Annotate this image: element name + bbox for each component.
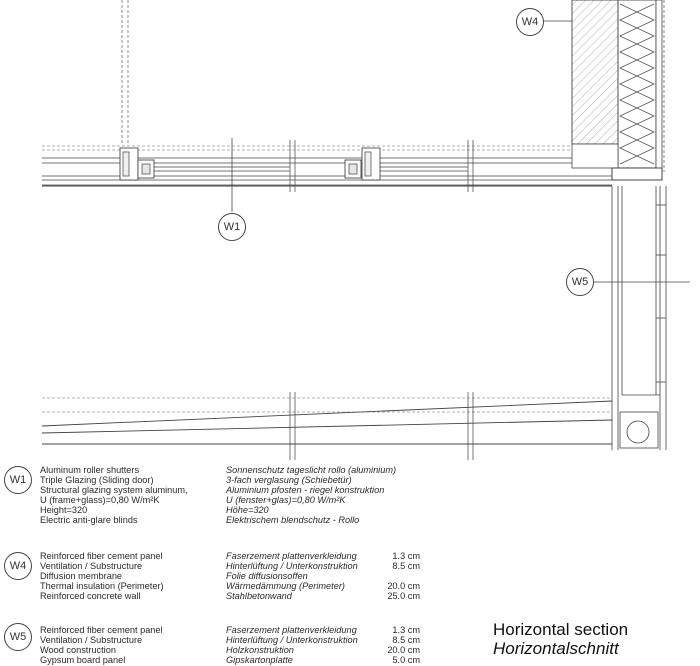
legend-w4-en-4: Reinforced concrete wall (40, 591, 141, 601)
legend-tag-w5: W5 (4, 623, 32, 651)
legend-w5-value-2: 20.0 cm (387, 645, 420, 655)
legend-w5-en-1: Ventilation / Substructure (40, 635, 143, 645)
legend-w4-de-0: Faserzement plattenverkleidung (226, 551, 357, 561)
legend-w1-en-3: U (frame+glass)=0,80 W/m²K (40, 495, 160, 505)
legend-w1-en-1: Triple Glazing (Sliding door) (40, 475, 154, 485)
legend-tag-w4: W4 (4, 552, 32, 580)
legend-w4-value-3: 20.0 cm (387, 581, 420, 591)
legend-w5-de-2: Holzkonstruktion (226, 645, 294, 655)
floor-slab (42, 186, 612, 444)
legend-w1-de-1: 3-fach verglasung (Schiebetür) (226, 475, 352, 485)
glazing-system (42, 148, 612, 185)
legend-w5-en-3: Gypsum board panel (40, 655, 126, 665)
legend-w5-en-2: Wood construction (40, 645, 116, 655)
drawing-title: Horizontal section (493, 620, 629, 639)
legend-w4-value-0: 1.3 cm (392, 551, 420, 561)
legend-w4-en-1: Ventilation / Substructure (40, 561, 143, 571)
legend-w1-en-2: Structural glazing system aluminum, (40, 485, 188, 495)
legend-w5-de-0: Faserzement plattenverkleidung (226, 625, 357, 635)
legend-w1-de-3: U (fenster+glas)=0,80 W/m²K (226, 495, 346, 505)
legend-w4-en-0: Reinforced fiber cement panel (40, 551, 163, 561)
legend-w4-value-1: 8.5 cm (392, 561, 420, 571)
tag-w5: W5 (566, 268, 594, 296)
legend-w4-de-3: Wärmedämmung (Perimeter) (226, 581, 345, 591)
legend-w4-de-4: Stahlbetonwand (226, 591, 292, 601)
legend-w4-en-3: Thermal insulation (Perimeter) (40, 581, 164, 591)
legend-w4-de-2: Folie diffusionsoffen (226, 571, 308, 581)
tag-w4: W4 (516, 8, 544, 36)
legend-w5-de-1: Hinterlüftung / Unterkonstruktion (226, 635, 358, 645)
tag-w1: W1 (218, 213, 246, 241)
shutter-guide-lines (122, 0, 128, 144)
legend-w5-en-0: Reinforced fiber cement panel (40, 625, 163, 635)
legend-w4-en-2: Diffusion membrane (40, 571, 123, 581)
legend-tag-w1: W1 (4, 466, 32, 494)
legend-w4-value-4: 25.0 cm (387, 591, 420, 601)
legend-w4-de-1: Hinterlüftung / Unterkonstruktion (226, 561, 358, 571)
drawing-title-german: Horizontalschnitt (493, 639, 619, 658)
legend-w5-value-3: 5.0 cm (392, 655, 420, 665)
legend-w1-de-2: Aluminium pfosten - riegel konstruktion (226, 485, 385, 495)
wall-w4 (572, 0, 664, 180)
legend-w1-en-0: Aluminum roller shutters (40, 465, 140, 475)
legend-w1-en-4: Height=320 (40, 505, 88, 515)
legend-w1-de-5: Elektrischem blendschutz - Rollo (226, 515, 360, 525)
legend-w1-de-4: Höhe=320 (226, 505, 269, 515)
legend-w1-de-0: Sonnenschutz tageslicht rollo (aluminium) (226, 465, 397, 475)
legend-w5-de-3: Gipskartonplatte (226, 655, 293, 665)
legend-w5-value-1: 8.5 cm (392, 635, 420, 645)
legend-w5-value-0: 1.3 cm (392, 625, 420, 635)
wall-w5 (612, 186, 666, 450)
legend-w1-en-5: Electric anti-glare blinds (40, 515, 138, 525)
